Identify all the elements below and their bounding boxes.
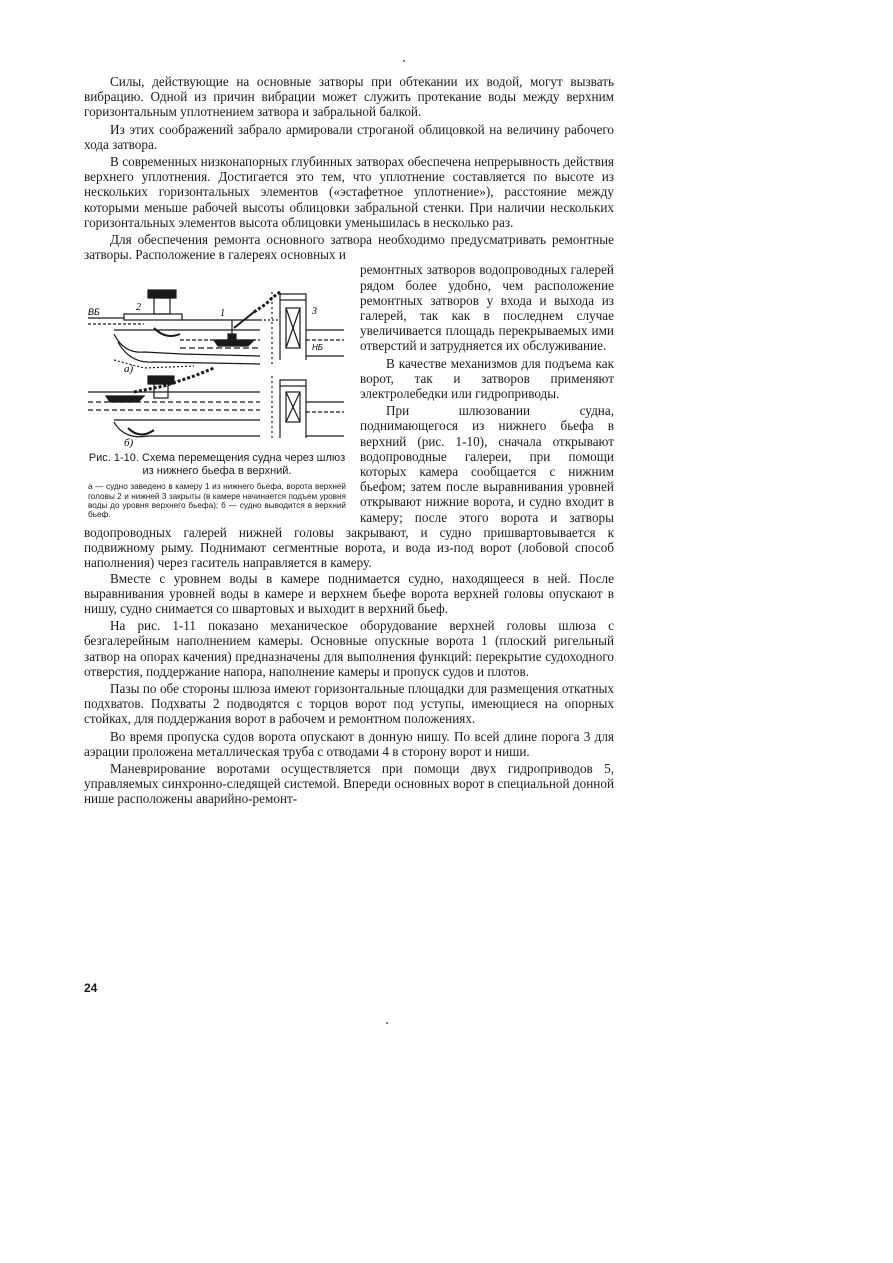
paragraph: Для обеспечения ремонта основного затвора необходимо предусматривать ремонтные затворы. Расположение в галереях основных и (84, 232, 614, 263)
label-lower-bief: НБ (312, 343, 323, 353)
scan-speck (386, 1022, 388, 1024)
label-sub-a: а) (124, 363, 134, 376)
label-upper-bief: ВБ (88, 307, 100, 318)
paragraph: Вместе с уровнем воды в камере поднимается судно, находящееся в ней. После выравнивания уровней воды в камере и верхнем бьефе ворота верхней головы опускают в нишу, судно снимается со швартовых и выходит в верхний бьеф. (84, 570, 614, 616)
paragraph: Маневрирование воротами осуществляется при помощи двух гидроприводов 5, управляемых синхронно-следящей системой. Впереди основных ворот в специальной донной нише расположены аварийно-ремонт- (84, 760, 614, 807)
paragraph: Из этих соображений забрало армировали строганой облицовкой на величину рабочего хода затвора. (84, 121, 614, 152)
label-chamber-1: 1 (220, 308, 225, 320)
paragraph: Силы, действующие на основные затворы при обтекании их водой, могут вызвать вибрацию. Одной из причин вибрации может служить протекание воды между верхним горизонтальным уплотнением затвора и забральной балкой. (84, 74, 614, 120)
paragraph: Пазы по обе стороны шлюза имеют горизонтальные площадки для размещения откатных подхватов. Подхваты 2 подводятся с торцов ворот под уступы, имеющиеся на опорных стойках, для поддержания ворот в рабочем и ремонтном положениях. (84, 680, 614, 727)
paragraph: Во время пропуска судов ворота опускают в донную нишу. По всей длине порога 3 для аэрации проложена металлическая труба с отводами 4 в сторону ворот и ниши. (84, 728, 614, 759)
lock-scheme-diagram (84, 268, 346, 448)
label-sub-b: б) (124, 437, 134, 449)
paragraph: При шлюзовании судна, поднимающегося из нижнего бьефа в верхний (рис. 1-10), сначала открывают водопроводные галереи, при помощи которых камера сообщается с нижним бьефом; затем после выравнивания уровней открывают нижние ворота, и судно входит в камеру; после этого ворота и затворы водопроводных галерей нижней головы закрывают, и судно пришвартовывается к подвижному рыму. Поднимают сегментные ворота, и вода из-под ворот (лобовой способ наполнения) через гаситель направляется в камеру. (84, 403, 614, 571)
paragraph: ремонтных затворов водопроводных галерей рядом более удобно, чем расположение ремонтных затворов у входа и выхода из галерей, так как в последнем случае увеличивается площадь перекрываемых ими отверстий и затрудняется их обслуживание. (360, 262, 614, 354)
label-head-3: 3 (312, 306, 317, 318)
page-number: 24 (84, 981, 98, 995)
figure-wrap-block (84, 262, 614, 570)
figure-1-10 (84, 268, 350, 519)
label-head-2: 2 (136, 302, 141, 314)
paragraph: На рис. 1-11 показано механическое оборудование верхней головы шлюза с безгалерейным наполнением камеры. Основные опускные ворота 1 (плоский ригельный затвор на опорах качения) предназначены для выполнения функций: перекрытие судоходного отверстия, поддержание напора, наполнение камеры и пропуск судов и плотов. (84, 618, 614, 679)
figure-caption-legend: а — судно заведено в камеру 1 из нижнего бьефа, ворота верхней головы 2 и нижней 3 закрыты (в камере начинается подъем уровня воды до уровня верхнего бьефа); б — судно выводится в верхний бьеф. (88, 482, 346, 520)
document-page (84, 74, 614, 807)
paragraph: В качестве механизмов для подъема как ворот, так и затворов применяют электролебедки или гидроприводы. (360, 355, 614, 402)
scan-speck (403, 60, 405, 62)
paragraph: В современных низконапорных глубинных затворах обеспечена непрерывность действия верхнего уплотнения. Достигается это тем, что уплотнение составляется по высоте из нескольких горизонтальных элементов («эстафетное уплотнение»), расстояние между которыми меньше рабочей высоты облицовки забральной стенки. При наличии нескольких горизонтальных элементов высота облицовки уменьшилась в несколько раз. (84, 154, 614, 230)
figure-caption-title: Рис. 1-10. Схема перемещения судна через шлюз из нижнего бьефа в верхний. (88, 452, 346, 478)
